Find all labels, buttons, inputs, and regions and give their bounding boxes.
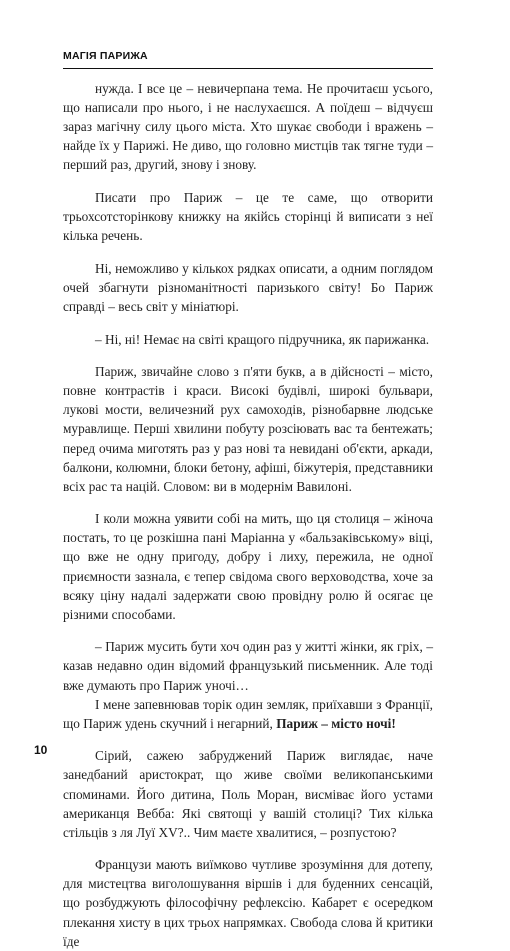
paragraph-text: І мене запевнював торік один земляк, приїхавши з Франції, що Париж удень скучний і негарний, [63,696,433,731]
body-text [63,79,433,951]
paragraph [63,695,433,733]
emphasis-text: Париж – місто ночі! [276,715,396,731]
paragraph: нужда. І все це – невичерпана тема. Не прочитаєш усього, що написали про нього, і не наслухаєшся. А поїдеш – відчуєш зараз магічну силу цього міста. Хто шукає свободи і вражень – найде їх у Парижі. Не диво, що головно мистців так тягне туди – перший раз, другий, знову і знову. [63,81,433,173]
paragraph: Писати про Париж – це те саме, що отворити трьохсотсторінкову книжку на якійсь сторінці й виписати з неї кілька речень. [63,189,433,244]
page-number: 10 [34,743,48,757]
paragraph: Сірий, сажею забруджений Париж виглядає, наче занедбаний аристократ, що живе своїми великопанськими споминами. Його дитина, Поль Моран, висміває його устами американця Вебба: Які святощі у вашій столиці? Тих кілька стільців з ля Луї XV?.. Чим маєте хвалитися, – розпустою? [63,748,433,840]
paragraph: Французи мають виїмково чутливе зрозуміння для дотепу, для мистецтва виголошування віршів і для буденних сенсацій, що розбуджують філософічну рефлексію. Кабарет є осередком плекання хисту в цих трьох напрямках. Свобода слова й критики їде [63,857,433,949]
paragraph: – Париж мусить бути хоч один раз у житті жінки, як гріх, – казав недавно один відомий французький письменник. Але тоді вже думають про Париж уночі… [63,639,433,693]
header-rule [63,68,433,69]
paragraph: – Ні, ні! Немає на світі кращого підручника, як парижанка. [95,331,430,347]
paragraph: Ні, неможливо у кількох рядках описати, а одним поглядом очей збагнути різноманітності паризького світу! Бо Париж справді – весь світ у мініатюрі. [63,260,433,314]
paragraph: І коли можна уявити собі на мить, що ця столиця – жіноча постать, то це розкішна пані Маріанна у «бальзаківському» віці, що вже не одну пригоду, добру і лиху, пережила, не одної приємности зазнала, є тепер свідома свого верховодства, хоче за всяку ціну надалі задержати свою провідну ролю й осягає це різними способами. [63,511,433,622]
running-title: МАГІЯ ПАРИЖА [63,50,148,62]
paragraph: Париж, звичайне слово з п'яти букв, а в дійсності – місто, повне контрастів і краси. Високі будівлі, широкі бульвари, лукові мости, величезний рух самоходів, різнобарвне людське муравлище. Перші хвилини побуту розсіювать вас та бентежать; перед очима миготять раз у раз нові та невидані об'єкти, аркади, балкони, колюмни, блоки бетону, афіші, біжутерія, представники всіх рас та націй. Словом: ви в модернім Вавилоні. [63,364,433,494]
